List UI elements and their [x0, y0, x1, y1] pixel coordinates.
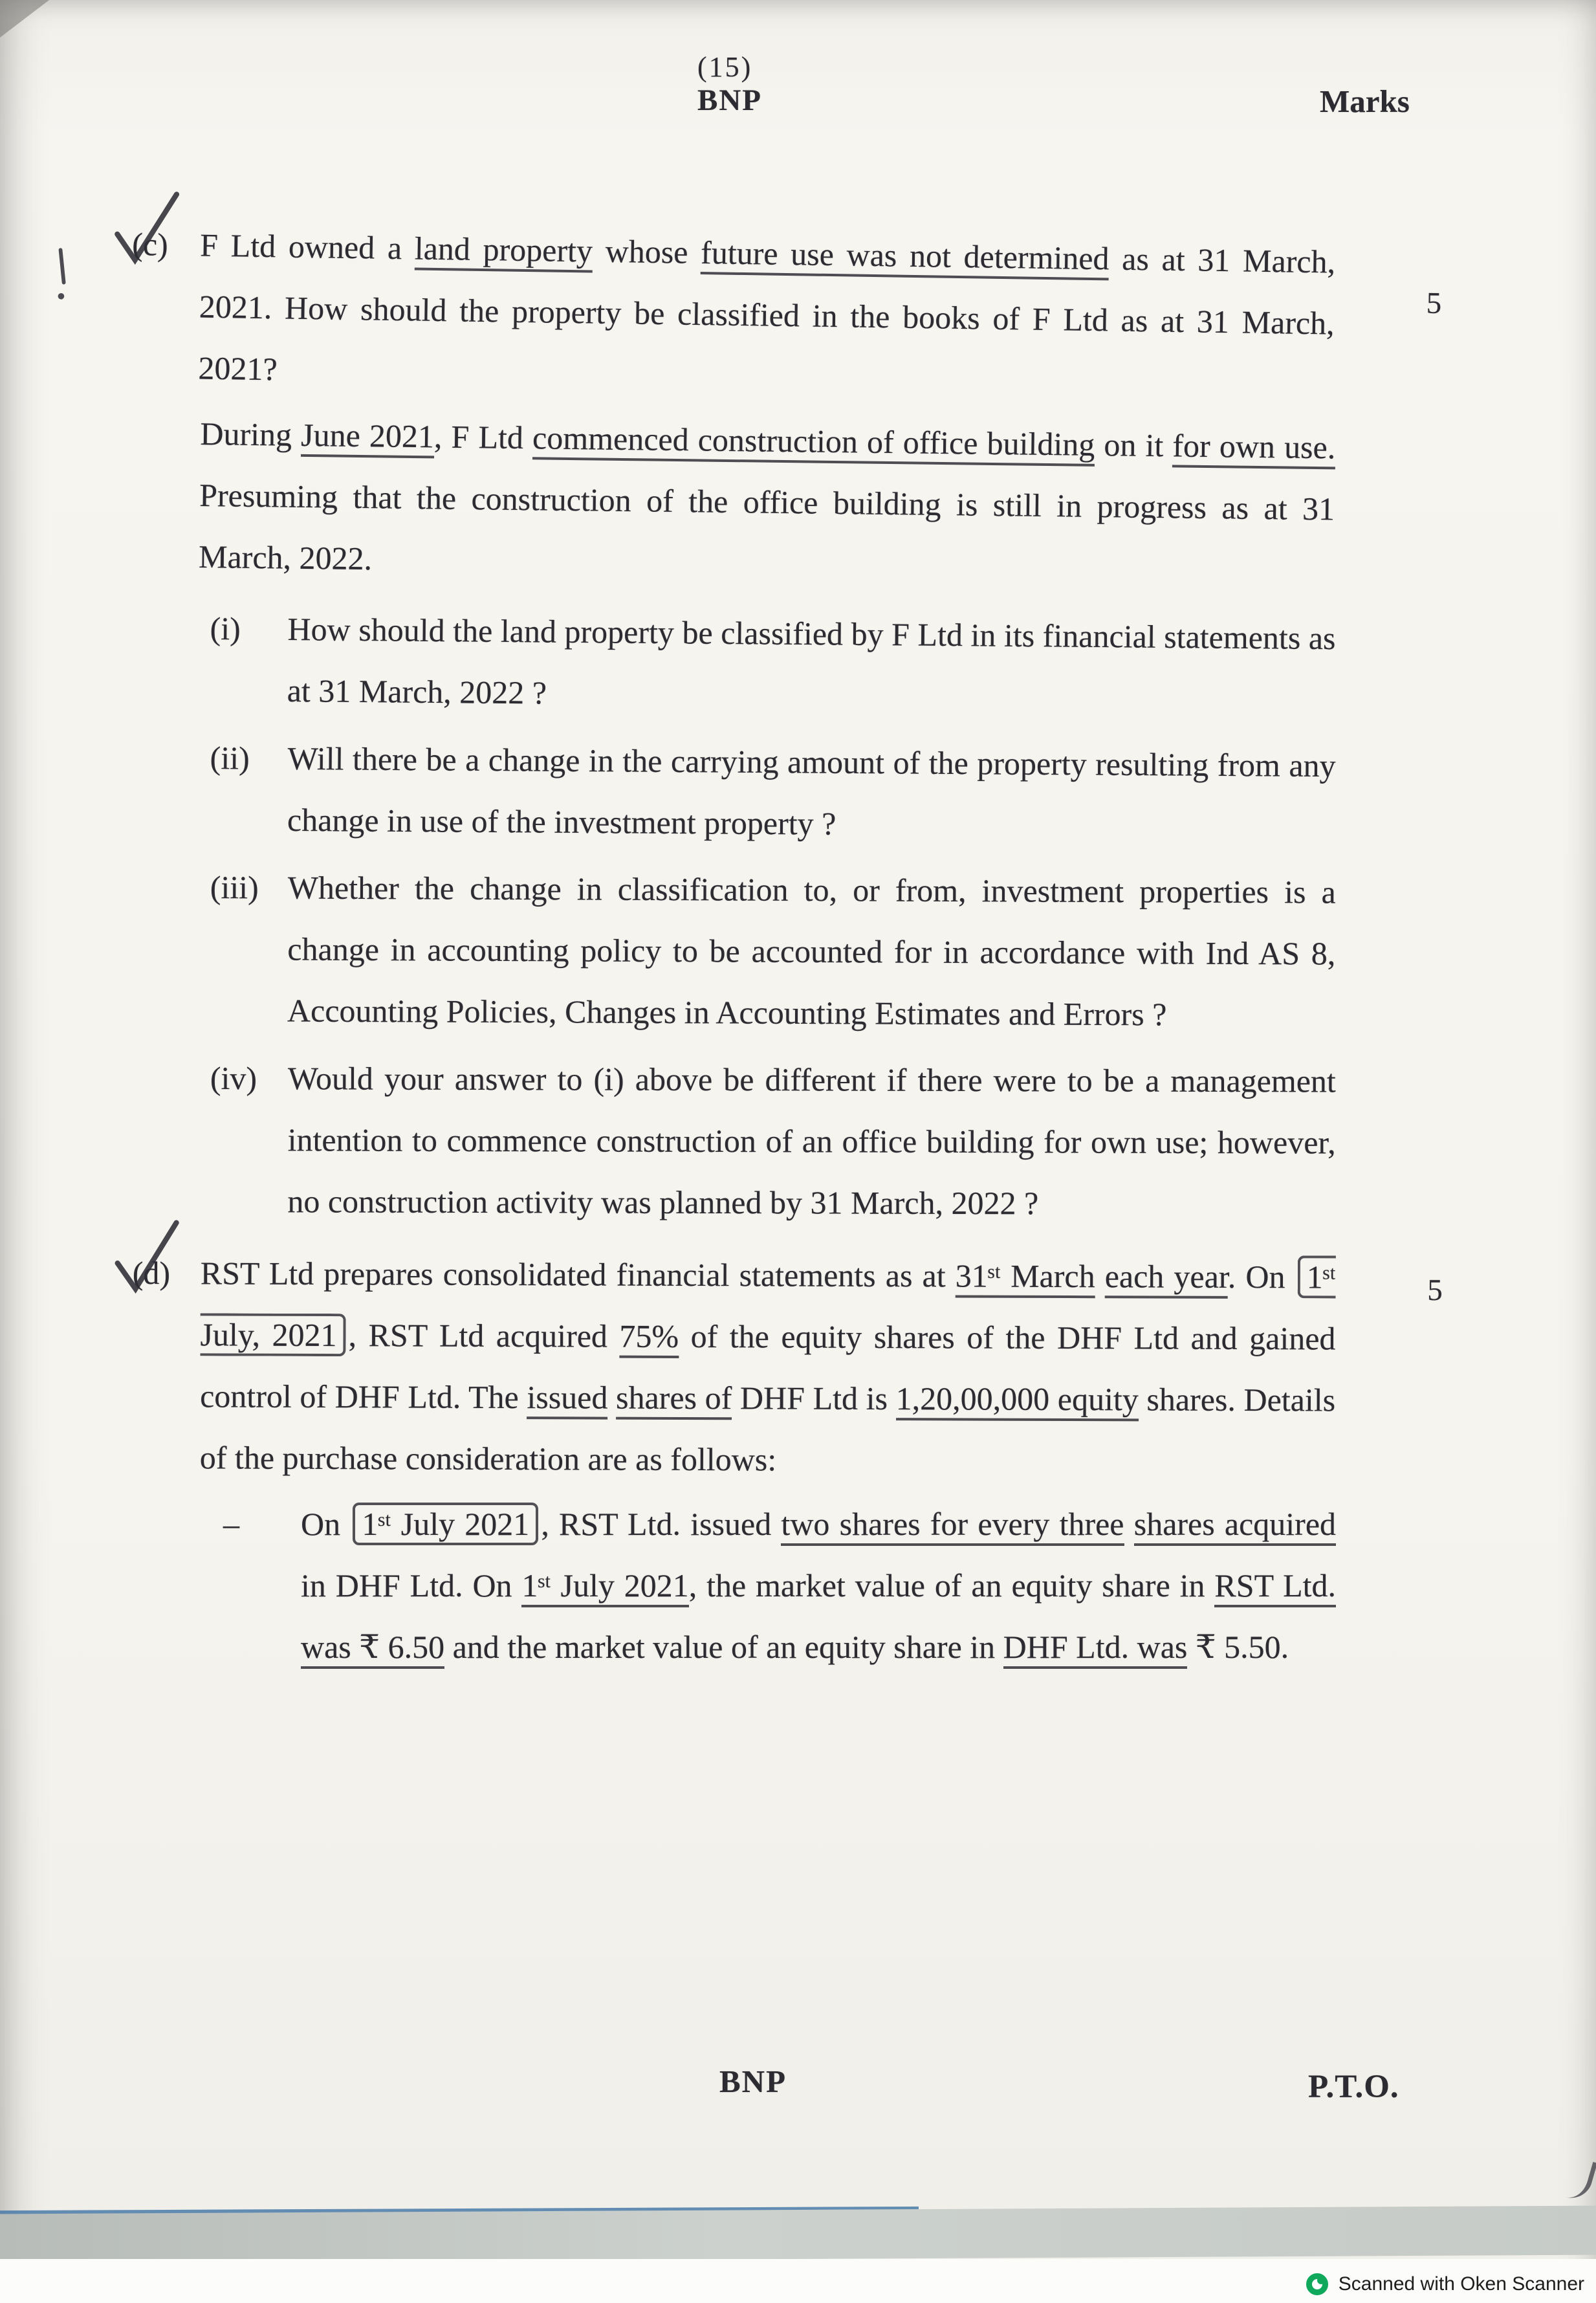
sub-question-iii: [210, 857, 1336, 1046]
scan-bottom-gray-strip: [0, 2206, 1596, 2264]
underlined-text: 31ˢᵗ March: [956, 1257, 1095, 1298]
pto-label: P.T.O.: [1308, 2069, 1399, 2105]
underlined-text: two shares for every three: [781, 1506, 1124, 1546]
text-segment: of the equity shares of the DHF Ltd and gained control of DHF Ltd. The: [200, 1317, 1336, 1416]
text-segment: DHF Ltd is: [732, 1380, 896, 1417]
boxed-text: 1ˢᵗ July, 2021: [200, 1255, 1336, 1356]
sub-question-iv: [210, 1048, 1336, 1235]
text-segment: RST Ltd prepares consolidated financial statements as at: [200, 1255, 956, 1294]
underlined-text: 1,20,00,000 equity: [896, 1380, 1139, 1421]
page-number: (15): [697, 51, 753, 83]
text-segment: On: [301, 1506, 351, 1542]
underlined-text: shares acquired: [1134, 1506, 1336, 1546]
underlined-text: RST Ltd. was ₹ 6.50: [301, 1567, 1336, 1669]
question-d: [132, 1242, 1443, 1492]
underlined-text: each year: [1105, 1258, 1228, 1299]
marks-column-heading: Marks: [1320, 83, 1410, 119]
purchase-consideration-item: [223, 1493, 1336, 1678]
text-segment: During: [200, 415, 301, 453]
text-segment: and the market value of an equity share in: [444, 1629, 1003, 1665]
text-segment: Presuming that the construction of the office building is still in progress as at 31 March, 2022.: [198, 476, 1335, 577]
sub-question-ii: [210, 727, 1336, 858]
document-blocks: [0, 214, 1596, 1683]
text-segment: . On: [1227, 1258, 1295, 1295]
purchase-consideration-item-text: [301, 1493, 1336, 1678]
question-c-label: (c): [131, 225, 169, 263]
underlined-text: June 2021: [301, 417, 435, 459]
marks-value: 5: [1427, 1273, 1443, 1308]
handwritten-checkmark-icon: [107, 187, 185, 271]
oken-scanner-icon: [1306, 2273, 1328, 2295]
text-segment: whose: [592, 232, 701, 271]
text-segment: shares. Details of the purchase consideration are as follows:: [199, 1381, 1336, 1478]
sub-question-iii-label: (iii): [210, 868, 259, 906]
underlined-text: land property: [414, 230, 593, 272]
text-segment: Whether the change in classification to, or from, investment properties is a change in accounting policy to be accounted for in accordance with Ind AS 8, Accounting Policies, Changes in Accounting Estimates and Errors ?: [287, 869, 1336, 1033]
sub-question-iii-text: [287, 857, 1336, 1046]
question-c-text: [198, 215, 1336, 416]
scan-corner-artifact: [0, 0, 49, 38]
text-segment: [607, 1380, 616, 1416]
text-segment: , the market value of an equity share in: [688, 1567, 1215, 1603]
boxed-text: 1ˢᵗ July 2021: [353, 1503, 538, 1545]
paper-code-footer: BNP: [719, 2064, 787, 2099]
question-c-continuation-text: [199, 403, 1336, 601]
handwritten-checkmark-icon: [108, 1217, 184, 1299]
question-c: [130, 214, 1442, 416]
purchase-consideration-item-label: –: [223, 1506, 239, 1542]
marks-value: 5: [1426, 286, 1442, 321]
question-d-text: [200, 1242, 1336, 1492]
text-segment: , RST Ltd. issued: [541, 1506, 782, 1542]
sub-question-iv-text: [287, 1048, 1336, 1235]
text-segment: How should the land property be classified by F Ltd in its financial statements as at 31 March, 2022 ?: [287, 611, 1336, 711]
sub-question-ii-text: [287, 728, 1336, 858]
underlined-text: for own use.: [1172, 427, 1336, 469]
question-d-label: (d): [132, 1254, 171, 1292]
text-segment: as at 31 March, 2021. How should the property be classified in the books of F Ltd as at 31 March, 2021?: [198, 240, 1336, 388]
sub-question-i-label: (i): [210, 610, 241, 647]
text-segment: F Ltd owned a: [199, 226, 415, 267]
underlined-text: DHF Ltd. was: [1003, 1629, 1188, 1669]
sub-question-iv-label: (iv): [210, 1059, 257, 1097]
scanner-badge-text: Scanned with Oken Scanner: [1338, 2273, 1584, 2295]
text-segment: Would your answer to (i) above be different if there were to be a management intention to commence construction of an office building for own use; however, no construction activity was planned by 31 March, 2022 ?: [287, 1060, 1336, 1222]
underlined-text: 75%: [619, 1318, 679, 1358]
text-segment: on it: [1094, 426, 1173, 464]
scanner-badge: [1306, 2273, 1584, 2295]
underlined-text: issued: [527, 1379, 607, 1419]
underlined-text: 1ˢᵗ July 2021: [521, 1567, 688, 1607]
text-segment: , F Ltd: [433, 418, 533, 456]
text-segment: [1095, 1258, 1105, 1294]
paper-code-header: BNP: [697, 83, 762, 117]
sub-question-i-text: [287, 599, 1336, 731]
text-segment: , RST Ltd acquired: [348, 1317, 620, 1354]
handwritten-margin-mark-icon: [49, 246, 87, 306]
text-segment: Will there be a change in the carrying amount of the property resulting from any change in use of the investment property ?: [287, 740, 1336, 842]
underlined-text: future use was not determined: [701, 234, 1110, 280]
question-c-continuation: [199, 403, 1336, 601]
underlined-text: commenced construction of office building: [532, 419, 1095, 467]
pen-stray-mark: [1566, 2157, 1596, 2203]
text-segment: [1124, 1506, 1134, 1542]
underlined-text: shares of: [616, 1380, 732, 1420]
sub-question-i: [209, 598, 1336, 731]
text-segment: in DHF Ltd. On: [301, 1567, 522, 1603]
text-segment: ₹ 5.50.: [1187, 1629, 1289, 1665]
sub-question-ii-label: (ii): [210, 739, 250, 777]
